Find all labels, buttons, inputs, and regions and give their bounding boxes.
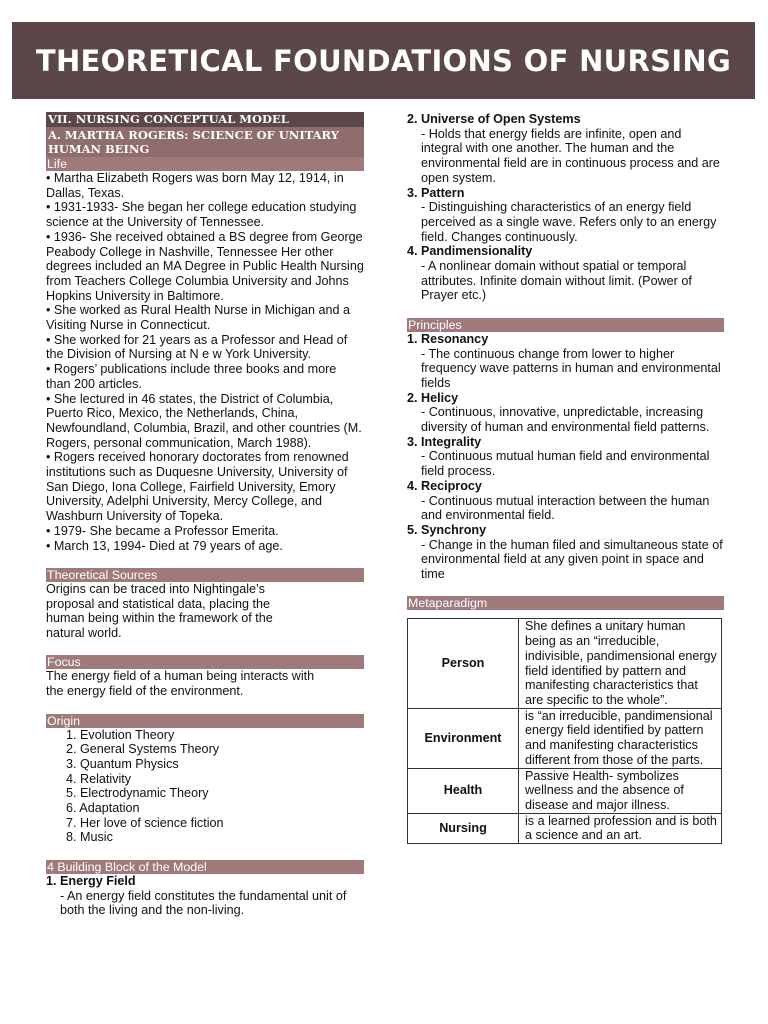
metaparadigm-term: Person (408, 619, 519, 708)
metaparadigm-term: Health (408, 768, 519, 813)
block-item (407, 186, 724, 245)
list-item: 5. Electrodynamic Theory (66, 786, 209, 801)
table-row (408, 813, 722, 843)
metaparadigm-term: Nursing (408, 813, 519, 843)
block-item (407, 244, 724, 303)
principle-title: 4. Reciprocy (407, 478, 482, 493)
list-item: 4. Relativity (66, 771, 132, 786)
sources-text: Origins can be traced into Nightingale’s proposal and statistical data, placing the human being within the framework of the natural world. (46, 581, 273, 641)
metaparadigm-table (407, 618, 722, 844)
list-item: • 1979- She became a Professor Emerita. (46, 523, 279, 538)
title-banner (12, 22, 755, 99)
block-title: 2. Universe of Open Systems (407, 112, 581, 126)
subsection-building-blocks: 4 Building Block of the Model (46, 860, 364, 874)
list-item: • March 13, 1994- Died at 79 years of age. (46, 538, 283, 553)
right-column (407, 112, 724, 844)
block-item (407, 112, 724, 186)
principle-title: 3. Integrality (407, 434, 482, 449)
principle-desc: - Continuous, innovative, unpredictable, increasing diversity of human and environmental field patterns. (421, 405, 710, 435)
principle-desc: - The continuous change from lower to higher frequency wave patterns in human and environmental fields (421, 346, 721, 390)
principle-desc: - Continuous mutual interaction between the human and environmental field. (421, 493, 710, 523)
list-item: 6. Adaptation (66, 801, 140, 816)
table-row (408, 708, 722, 768)
metaparadigm-definition: Passive Health- symbolizes wellness and the absence of disease and major illness. (519, 768, 722, 813)
life-list (46, 171, 364, 553)
list-item: • She worked for 21 years as a Professor and Head of the Division of Nursing at N e w York University. (46, 332, 348, 362)
block-desc: - A nonlinear domain without spatial or temporal attributes. Infinite domain without limit. (Power of Prayer etc.) (421, 259, 692, 303)
origin-list (46, 728, 364, 846)
metaparadigm-term: Environment (408, 708, 519, 768)
subsection-theoretical-sources: Theoretical Sources (46, 568, 364, 582)
subsection-focus: Focus (46, 655, 364, 669)
subsection-metaparadigm: Metaparadigm (407, 596, 724, 610)
principle-item (407, 435, 724, 479)
block-title: 1. Energy Field (46, 873, 136, 888)
principle-item (407, 479, 724, 523)
block-desc: - Distinguishing characteristics of an energy field perceived as a single wave. Refers only to an energy field. Changes continuously. (421, 200, 717, 244)
section-heading-model: VII. NURSING CONCEPTUAL MODEL (46, 112, 364, 127)
list-item: • 1931-1933- She began her college education studying science at the University of Tennessee. (46, 200, 357, 230)
subsection-life: Life (46, 157, 364, 171)
principle-desc: - Change in the human filed and simultaneous state of environmental field at any given point in space and time (421, 537, 723, 582)
block-title: 3. Pattern (407, 185, 465, 200)
section-heading-rogers: A. MARTHA ROGERS: SCIENCE OF UNITARY HUMAN BEING (46, 127, 364, 157)
list-item: • Rogers’ publications include three books and more than 200 articles. (46, 362, 337, 391)
list-item: 2. General Systems Theory (66, 742, 220, 757)
list-item: • Martha Elizabeth Rogers was born May 12, 1914, in Dallas, Texas. (46, 171, 344, 200)
table-row (408, 619, 722, 708)
metaparadigm-definition: is a learned profession and is both a science and an art. (519, 813, 722, 843)
metaparadigm-definition: She defines a unitary human being as an “irreducible, indivisible, pandimensional energy field identified by pattern and manifesting characteristics that are specific to the whole”. (519, 619, 722, 708)
list-item: 7. Her love of science fiction (66, 815, 224, 830)
principle-item (407, 523, 724, 582)
list-item: 8. Music (66, 830, 113, 845)
principle-desc: - Continuous mutual human field and environmental field process. (421, 449, 710, 479)
list-item: 1. Evolution Theory (66, 727, 175, 742)
subsection-origin: Origin (46, 714, 364, 728)
page-title: THEORETICAL FOUNDATIONS OF NURSING (35, 43, 732, 78)
list-item: • She lectured in 46 states, the District of Columbia, Puerto Rico, Mexico, the Netherlands, China, Newfoundland, Columbia, Brazil, and other countries (M. Rogers, personal communication, March 1988). (46, 391, 362, 450)
list-item: 3. Quantum Physics (66, 756, 179, 771)
subsection-principles: Principles (407, 318, 724, 332)
principle-title: 2. Helicy (407, 390, 459, 405)
block-desc: - An energy field constitutes the fundamental unit of both the living and the non-living. (60, 888, 347, 918)
block-desc: - Holds that energy fields are infinite, open and integral with one another. The human and the environmental field are in continuous process and are open system. (421, 126, 720, 185)
list-item: • 1936- She received obtained a BS degree from George Peabody College in Nashville, Tennessee Her other degrees included an MA Degree in Public Health Nursing from Teachers College Columbia University and Johns Hopkins University in Baltimore. (46, 229, 364, 303)
list-item: • Rogers received honorary doctorates from renowned institutions such as Duquesne University, University of San Diego, Iona College, Fairfield University, Emory University, Adelphi University, Mercy College, and Washburn University of Topeka. (46, 450, 349, 524)
metaparadigm-definition: is “an irreducible, pandimensional energy field identified by pattern and manifesting characteristics different from those of the parts. (519, 708, 722, 768)
principle-title: 5. Synchrony (407, 522, 487, 537)
block-title: 4. Pandimensionality (407, 244, 533, 259)
left-column (46, 112, 364, 918)
focus-text: The energy field of a human being interacts with the energy field of the environment. (46, 669, 315, 699)
principle-item (407, 332, 724, 391)
table-row (408, 768, 722, 813)
principle-title: 1. Resonancy (407, 331, 489, 346)
list-item: • She worked as Rural Health Nurse in Michigan and a Visiting Nurse in Connecticut. (46, 303, 351, 333)
principle-item (407, 391, 724, 435)
